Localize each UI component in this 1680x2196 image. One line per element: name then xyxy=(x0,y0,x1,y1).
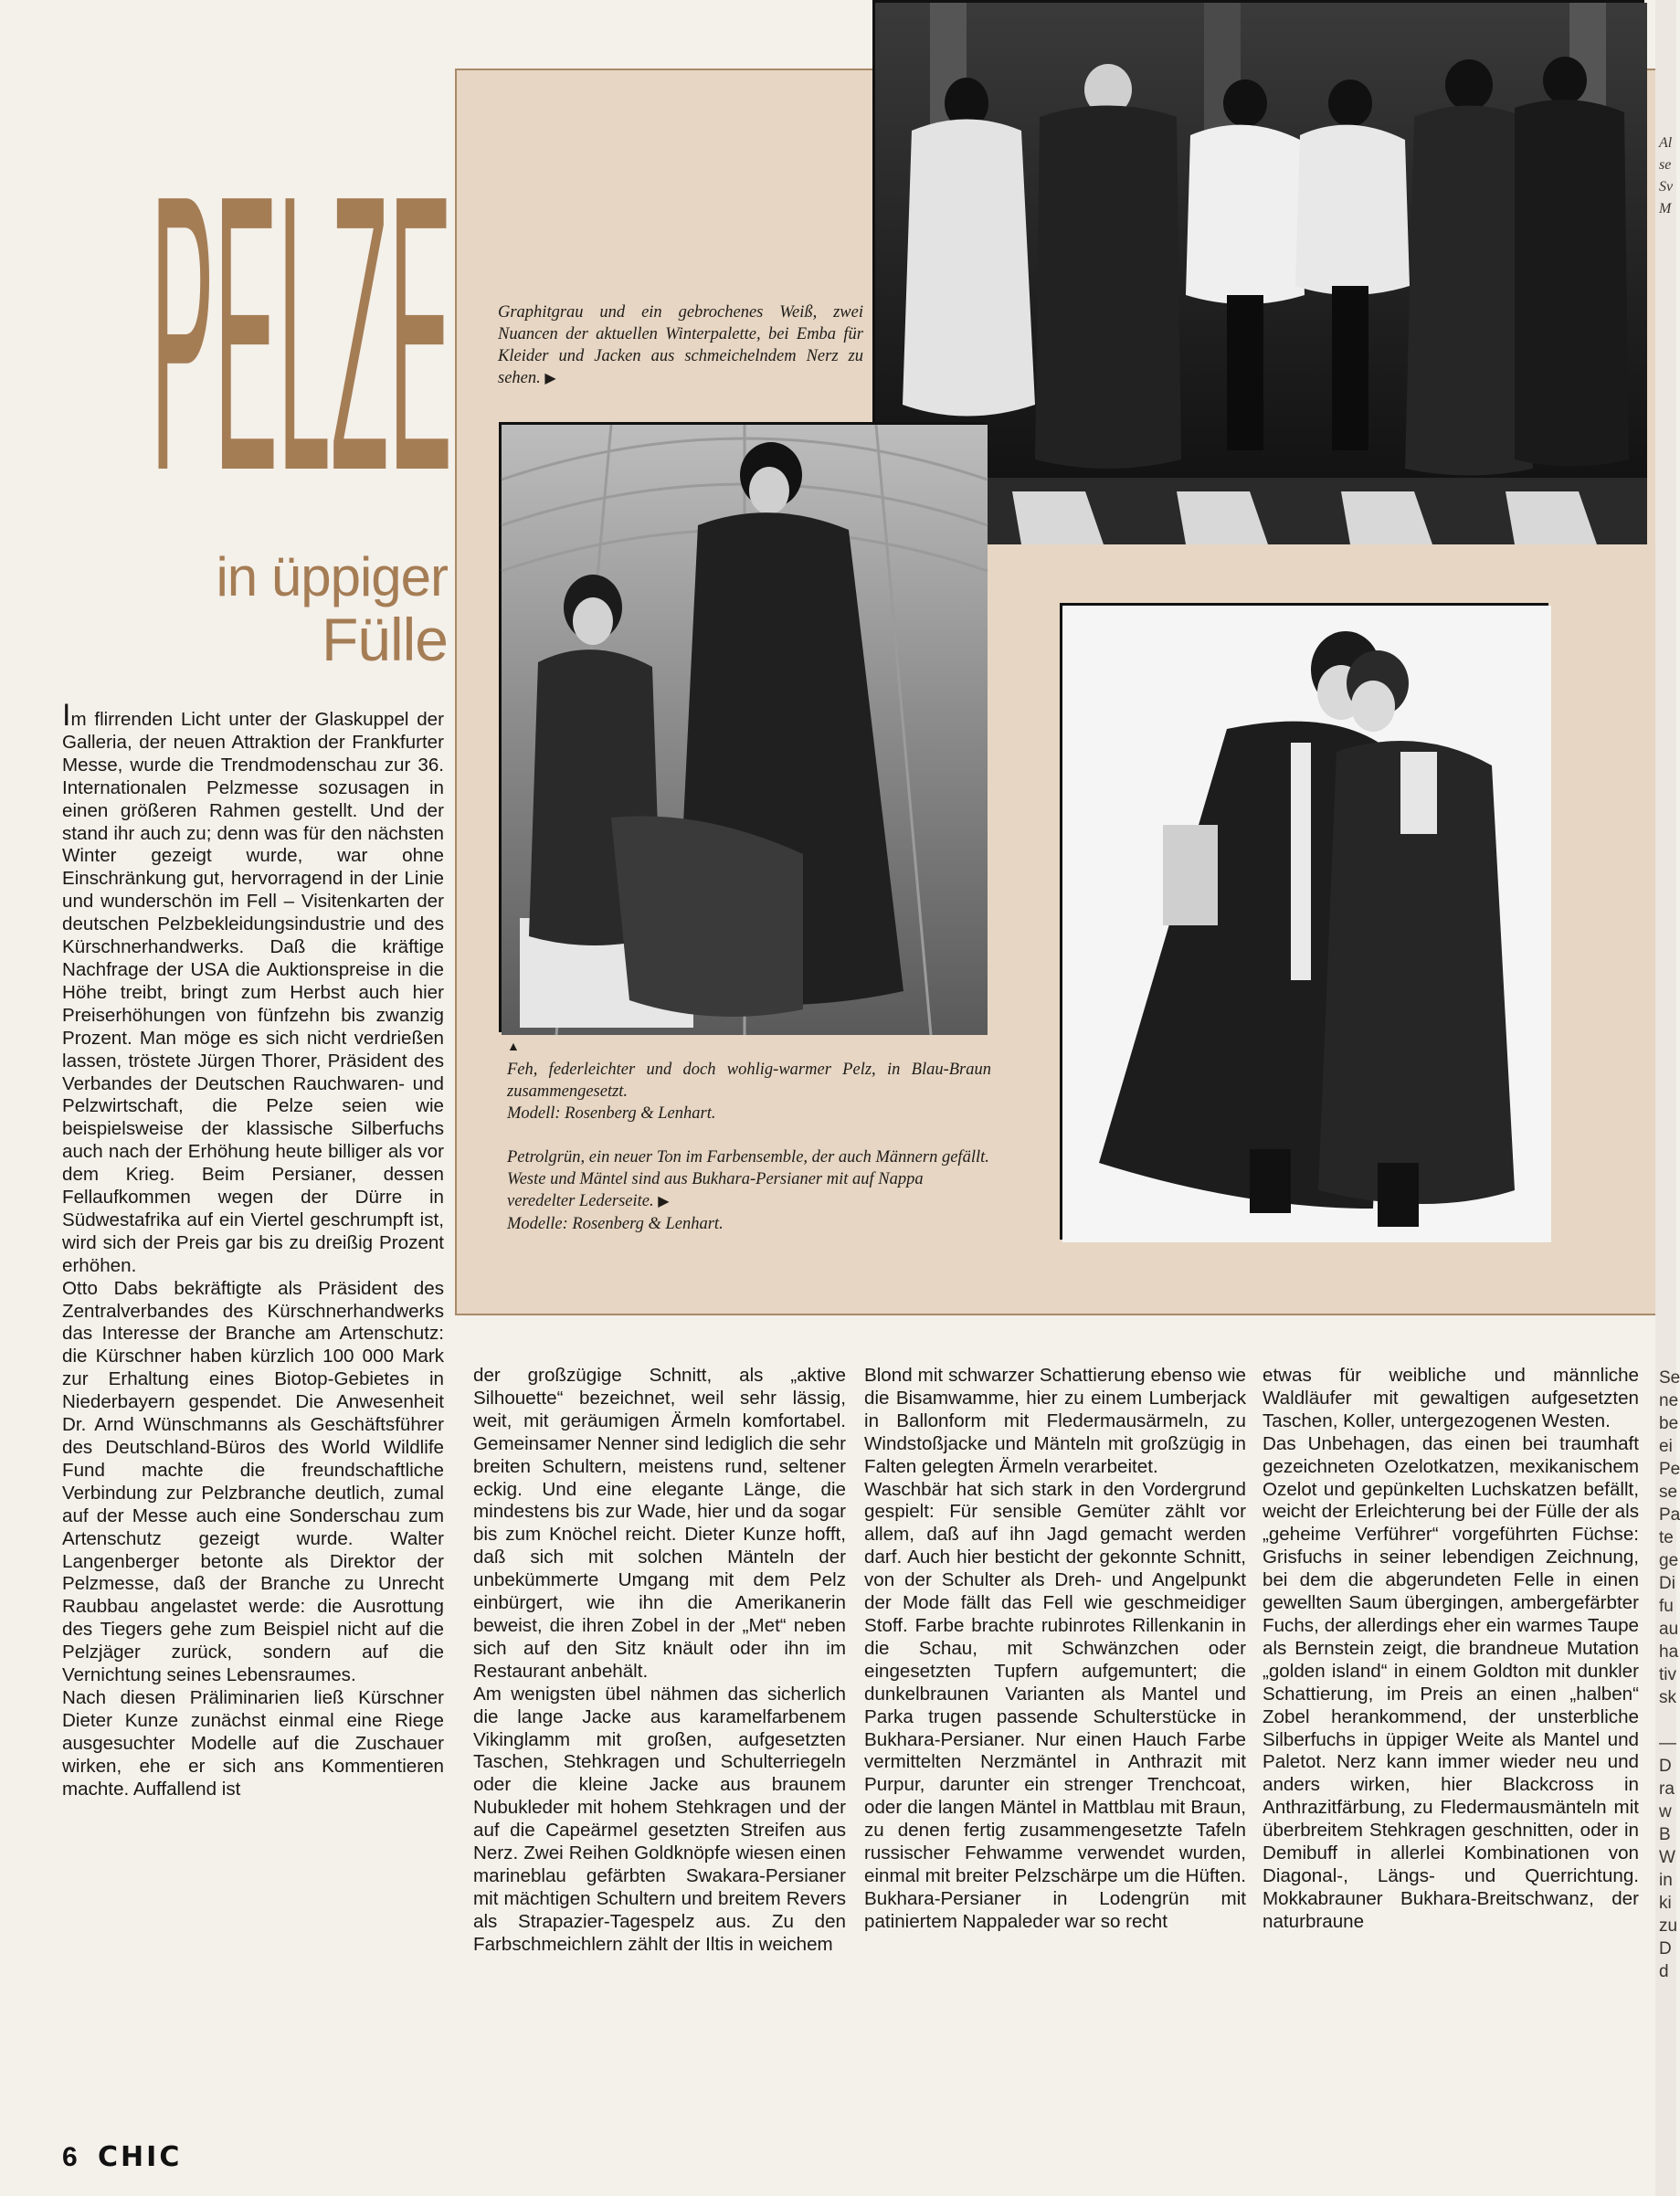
edge-fragment: d xyxy=(1659,1962,1669,1981)
edge-fragment: Se xyxy=(1659,1368,1680,1388)
headline-title xyxy=(146,80,457,554)
edge-fragment: M xyxy=(1659,201,1672,216)
edge-fragment: fu xyxy=(1659,1597,1674,1616)
photo-runway-lineup xyxy=(872,0,1644,542)
article-col1-p2: Otto Dabs bekräftigte als Präsident des Zentralverbandes des Kürschnerhandwerks das Interesse der Branche am Artenschutz: die Kürschner haben kürzlich 100 000 Mark zur Erhaltung eines Biotop-Gebietes in Niederbayern gespendet. Die Anwesenheit Dr. Arnd Wünschmanns als Geschäftsführer des Deutschland-Büros des World Wildlife Fund machte die freundschaftliche Verbindung zur Pelzbranche deutlich, zumal auf der Messe auch eine Sonderschau zum Artenschutz gezeigt wurde. Walter Langenberger betonte als Direktor der Pelzmesse, daß der Branche zu Unrecht Raubbau angelastet werde: die Ausrottung des Tiegers gehe zum Beispiel nicht auf die Pelzjäger zurück, sondern auf die Vernichtung seines Lebensraumes. xyxy=(62,1277,444,1686)
edge-fragment: au xyxy=(1659,1620,1679,1639)
couple-coats-image xyxy=(1062,606,1551,1242)
edge-fragment: sk xyxy=(1659,1688,1676,1707)
magazine-logo: CHIC xyxy=(98,2141,183,2173)
article-column-2 xyxy=(473,1365,846,2132)
edge-fragment: zu xyxy=(1659,1916,1678,1936)
edge-fragment xyxy=(1659,1709,1677,1732)
edge-fragment: Pe xyxy=(1659,1460,1680,1479)
page-number: 6 xyxy=(62,2142,79,2172)
edge-fragment: ki xyxy=(1659,1894,1672,1913)
photo-couple-coats xyxy=(1060,603,1548,1240)
edge-fragment: Pa xyxy=(1659,1505,1680,1525)
article-col2-p2: Am wenigsten übel nähmen das sicherlich die lange Jacke aus karamelfarbenem Vikinglamm mit großen, aufgesetzten Taschen, Stehkragen und Schulterriegeln oder die kleine Jacke aus braunem Nubukleder mit hohem Stehkragen und der auf die Capeärmel gesetzten Streifen aus Nerz. Zwei Reihen Goldknöpfe wiesen einen marineblau gefärbten Swakara-Persianer mit mächtigen Schultern und breitem Revers als Strapazier-Tagespelz aus. Zu den Farbschmeichlern zählt der Iltis in weichem xyxy=(473,1683,846,1955)
edge-fragment: B xyxy=(1659,1825,1671,1844)
article-col3-p2: Waschbär hat sich stark in den Vordergrund gespielt: Für sensible Gemüter zählt vor allem, daß auf ihn Jagd gemacht werden darf. Auch hier besticht der gekonnte Schnitt, von der Schulter als Dreh- und Angelpunkt der Mode fällt das Fell wie geschmeidiger Stoff. Farbe brachte rubinrotes Rillenkanin in die Schau, mit Schwänzchen oder eingesetzten Tupfern aufgemuntert; die dunkelbraunen Varianten als Mantel und Parka trugen passende Schulterstücke in Bukhara-Persianer. Nur einen Hauch Farbe vermittelten Nerzmäntel in Anthrazit mit Purpur, darunter ein strenger Trenchcoat, oder die langen Mäntel in Mattblau mit Braun, zu denen fertig zusammengesetzte Tafeln russischer Fehwamme verwendet wurden, einmal mit breiter Pelzschärpe um die Hüften. Bukhara-Persianer in Lodengrün mit patiniertem Nappaleder war so recht xyxy=(864,1478,1246,1932)
article-column-1 xyxy=(62,698,444,2142)
edge-fragment: ha xyxy=(1659,1642,1679,1662)
edge-fragment: tiv xyxy=(1659,1665,1676,1684)
article-column-4 xyxy=(1263,1365,1639,2132)
edge-fragment: Sv xyxy=(1659,179,1674,195)
edge-fragment: D xyxy=(1659,1939,1672,1958)
edge-fragment: Di xyxy=(1659,1574,1675,1593)
article-col1-p3: Nach diesen Präliminarien ließ Kürschner Dieter Kunze zunächst einmal eine Riege ausgesuchter Modelle auf die Zuschauer wirken, ehe er sich ans Kommentieren machte. Auffallend ist xyxy=(62,1686,444,1800)
headline-title-graphic xyxy=(146,80,457,554)
caption-couple-credit: Modelle: Rosenberg & Lenhart. xyxy=(507,1215,724,1233)
edge-fragment: se xyxy=(1659,157,1672,173)
edge-fragment: W xyxy=(1659,1848,1675,1867)
article-col1-intro xyxy=(62,698,444,1278)
edge-fragment: in xyxy=(1659,1871,1673,1890)
edge-fragment: — xyxy=(1659,1734,1676,1753)
article-col4-p1: etwas für weibliche und männliche Waldläufer mit gewaltigen aufgesetzten Taschen, Koller, untergezogenen Westen. xyxy=(1263,1365,1639,1431)
edge-fragment: w xyxy=(1659,1802,1672,1821)
edge-fragments-top xyxy=(1659,132,1677,220)
caption-feh-text: Feh, federleichter und doch wohlig-warmer Pelz, in Blau-Braun zusammengesetzt. xyxy=(507,1061,991,1101)
edge-fragment: Al xyxy=(1659,135,1673,151)
edge-fragment: ne xyxy=(1659,1391,1679,1410)
article-col3-p1: Blond mit schwarzer Schattierung ebenso wie die Bisamwamme, hier zu einem Lumberjack in Ballonform mit Fledermausärmeln, zu Windstoßjacke und Mänteln mit großzügig in Falten gelegten Ärmeln verarbeitet. xyxy=(864,1365,1246,1477)
article-column-3 xyxy=(864,1365,1246,2132)
edge-fragments-bottom xyxy=(1659,1367,1680,1983)
subtitle-line-1: in üppiger xyxy=(216,546,448,607)
headline-subtitle xyxy=(137,546,448,673)
edge-fragment: ei xyxy=(1659,1437,1673,1456)
caption-couple-arrow: ▶ xyxy=(658,1194,670,1209)
caption-runway xyxy=(498,301,863,390)
runway-lineup-image xyxy=(875,3,1647,544)
article-col1-intro-text: m flirrenden Licht unter der Glaskuppel der Galleria, der neuen Attraktion der Frankfurter Messe, wurde die Trendmodenschau zur 36. Internationalen Pelzmesse sozusagen in einen größeren Rahmen gestellt. Und der stand ihr auch zu; denn was für den nächsten Winter gezeigt wurde, war ohne Einschränkung gut, hervorragend in der Linie und wunderschön im Fell – Visitenkarten der deutschen Pelzbekleidungsindustrie und des Kürschnerhandwerks. Daß die kräftige Nachfrage der USA die Auktionspreise in die Höhe treibt, bringt zum Herbst auch hier Preiserhöhungen von fünfzehn bis zwanzig Prozent. Man möge es sich nicht verdrießen lassen, tröstete Jürgen Thorer, Präsident des Verbandes der Deutschen Rauchwaren- und Pelzwirtschaft, die Pelze seien wie beispielsweise der klassische Silberfuchs auch nach der Erhöhung heute billiger als vor dem Krieg. Beim Persianer, dessen Fellaufkommen wegen der Dürre in Südwestafrika auf ein Viertel geschrumpft ist, wird sich der Preis gar bis zu dreißig Prozent erhöhen. xyxy=(62,709,444,1276)
caption-couple xyxy=(507,1146,991,1235)
caption-runway-arrow: ▶ xyxy=(544,371,556,386)
edge-fragment: D xyxy=(1659,1757,1672,1776)
caption-couple-text: Petrolgrün, ein neuer Ton im Farbensemble, der auch Männern gefällt. Weste und Mäntel sind aus Bukhara-Persianer mit auf Nappa veredelter Lederseite. xyxy=(507,1148,989,1210)
caption-feh-arrow: ▲ xyxy=(507,1040,520,1054)
edge-fragment: be xyxy=(1659,1414,1679,1433)
caption-feh xyxy=(507,1037,991,1124)
article-col2-p1: der großzügige Schnitt, als „aktive Silhouette“ bezeichnet, weil sehr lässig, weit, mit geräumigen Ärmeln komfortabel. Gemeinsamer Nenner sind lediglich die sehr breiten Schultern, meistens rund, seltener eckig. Und eine elegante Länge, die mindestens bis zur Wade, hier und da sogar bis zum Knöchel reicht. Dieter Kunze hofft, daß sich mit solchen Mänteln der unbekümmerte Umgang mit dem Pelz einbürgert, wie ihn die Amerikanerin beweist, die ihren Zobel in der „Met“ neben sich auf den Sitz knäult oder ihn im Restaurant anbehält. xyxy=(473,1365,846,1682)
caption-feh-credit: Modell: Rosenberg & Lenhart. xyxy=(507,1104,716,1123)
article-dropcap: I xyxy=(62,698,71,733)
feh-coats-image xyxy=(502,425,988,1035)
edge-fragment: ge xyxy=(1659,1551,1679,1570)
headline-title-text: PELZE xyxy=(150,113,452,554)
caption-runway-text: Graphitgrau und ein gebrochenes Weiß, zwei Nuancen der aktuellen Winterpalette, bei Emba für Kleider und Jacken aus schmeichelndem Nerz zu sehen. xyxy=(498,303,863,387)
article-col4-p2: Das Unbehagen, das einen bei traumhaft gezeichneten Ozelotkatzen, mexikanischem Ozelot und gepünkelten Luchskatzen befällt, weicht der Erleichterung bei der Fülle der als „geheime Verführer“ vorgeführten Füchse: Grisfuchs in seiner lebendigen Zeichnung, bei dem die abgerundeten Felle in einen gewellten Saum übergingen, ambergefärbter Fuchs, der allerdings eher ein warmes Taupe als Bernstein zeigt, die brandneue Mutation „golden island“ in einem Goldton mit dunkler Schattierung, im Preis an einen „halben“ Zobel herankommend, der unsterbliche Silberfuchs in üppiger Weite als Mantel und Paletot. Nerz kann immer wieder neu und anders wirken, hier Blackcross in Anthrazitfärbung, zu Fledermausmänteln mit überbreitem Stehkragen geschnitten, oder in Demibuff in allerlei Kombinationen von Diagonal-, Längs- und Querrichtung. Mokkabrauner Bukhara-Breitschwanz, der naturbraune xyxy=(1263,1432,1639,1932)
edge-fragment: se xyxy=(1659,1483,1678,1502)
edge-fragment: te xyxy=(1659,1528,1674,1547)
edge-fragment: ra xyxy=(1659,1779,1675,1799)
photo-feh-coats xyxy=(499,422,985,1032)
subtitle-line-2: Fülle xyxy=(321,606,448,673)
page-footer xyxy=(62,2141,182,2173)
